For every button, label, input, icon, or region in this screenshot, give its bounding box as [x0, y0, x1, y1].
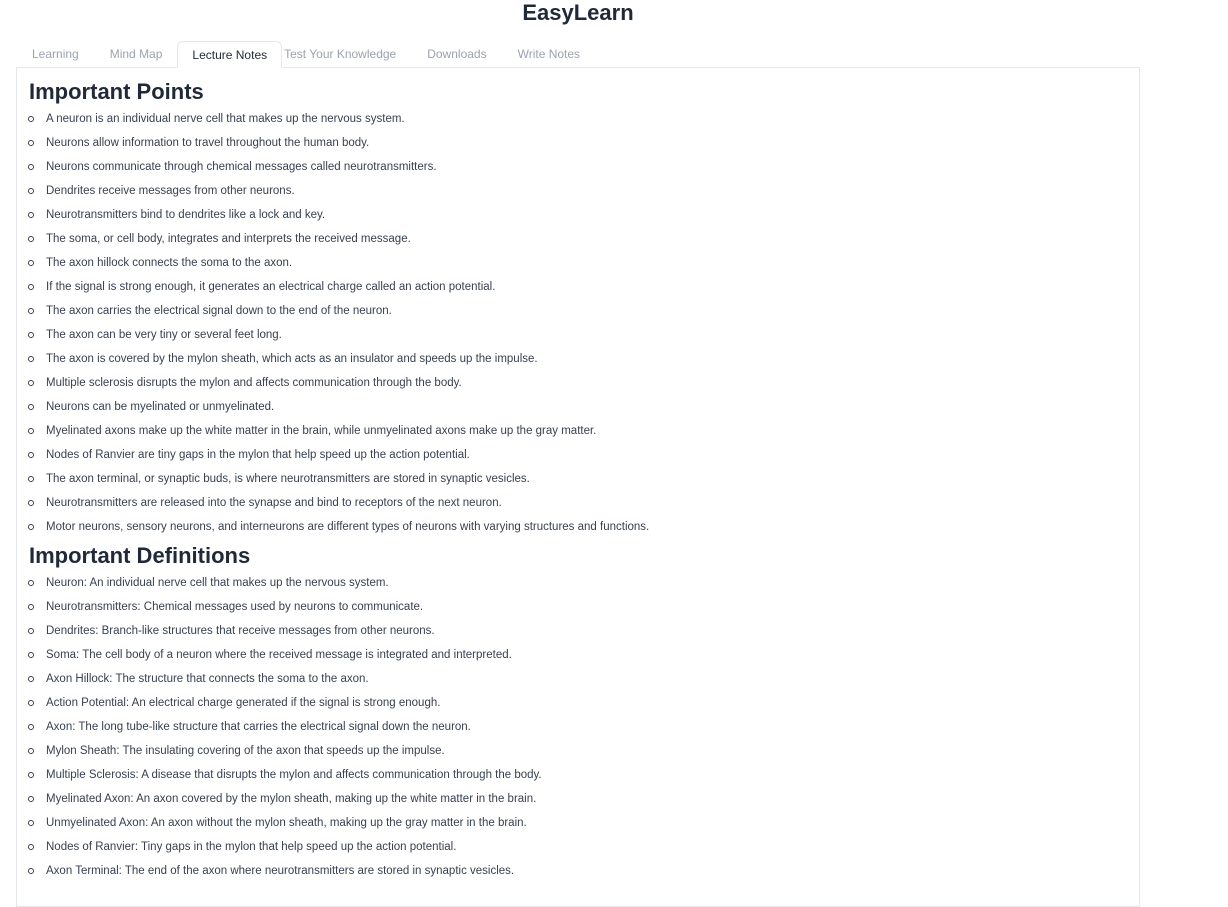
definition-text: Axon Hillock: The structure that connects the soma to the axon. [46, 673, 369, 685]
point-text: Multiple sclerosis disrupts the mylon and affects communication through the body. [46, 377, 462, 389]
bullet-icon [28, 476, 34, 482]
point-text: Myelinated axons make up the white matter in the brain, while unmyelinated axons make up the gray matter. [46, 425, 597, 437]
bullet-icon [28, 724, 34, 730]
list-item [17, 715, 1139, 739]
point-text: If the signal is strong enough, it generates an electrical charge called an action potential. [46, 281, 496, 293]
bullet-icon [28, 452, 34, 458]
definition-text: Multiple Sclerosis: A disease that disrupts the mylon and affects communication through the body. [46, 769, 542, 781]
app-title: EasyLearn [522, 0, 634, 25]
important-definitions-list [17, 571, 1139, 883]
definition-text: Neuron: An individual nerve cell that makes up the nervous system. [46, 577, 389, 589]
list-item [17, 763, 1139, 787]
tab-mind-map[interactable]: Mind Map [109, 47, 163, 61]
definition-text: Dendrites: Branch-like structures that receive messages from other neurons. [46, 625, 435, 637]
point-text: The soma, or cell body, integrates and interprets the received message. [46, 233, 411, 245]
bullet-icon [28, 748, 34, 754]
definition-text: Action Potential: An electrical charge generated if the signal is strong enough. [46, 697, 441, 709]
bullet-icon [28, 260, 34, 266]
list-item [17, 667, 1139, 691]
important-points-list [17, 107, 1139, 539]
point-text: Dendrites receive messages from other neurons. [46, 185, 295, 197]
bullet-icon [28, 500, 34, 506]
bullet-icon [28, 140, 34, 146]
list-item [17, 299, 1139, 323]
point-text: Neurotransmitters are released into the synapse and bind to receptors of the next neuron. [46, 497, 502, 509]
list-item [17, 491, 1139, 515]
definition-text: Axon Terminal: The end of the axon where neurotransmitters are stored in synaptic vesicles. [46, 865, 515, 877]
list-item [17, 859, 1139, 883]
list-item [17, 131, 1139, 155]
bullet-icon [28, 236, 34, 242]
list-item [17, 835, 1139, 859]
bullet-icon [28, 676, 34, 682]
list-item [17, 155, 1139, 179]
point-text: Neurons communicate through chemical messages called neurotransmitters. [46, 161, 437, 173]
list-item [17, 811, 1139, 835]
point-text: Motor neurons, sensory neurons, and interneurons are different types of neurons with varying structures and functions. [46, 521, 650, 533]
bullet-icon [28, 604, 34, 610]
bullet-icon [28, 164, 34, 170]
definition-text: Unmyelinated Axon: An axon without the mylon sheath, making up the gray matter in the brain. [46, 817, 527, 829]
tab-write-notes[interactable]: Write Notes [517, 47, 581, 61]
point-text: The axon carries the electrical signal down to the end of the neuron. [46, 305, 392, 317]
list-item [17, 643, 1139, 667]
point-text: Neurotransmitters bind to dendrites like a lock and key. [46, 209, 326, 221]
bullet-icon [28, 628, 34, 634]
bullet-icon [28, 580, 34, 586]
list-item [17, 515, 1139, 539]
bullet-icon [28, 652, 34, 658]
list-item [17, 443, 1139, 467]
bullet-icon [28, 820, 34, 826]
bullet-icon [28, 380, 34, 386]
lecture-notes-panel [16, 67, 1140, 907]
point-text: Neurons can be myelinated or unmyelinated. [46, 401, 275, 413]
list-item [17, 395, 1139, 419]
bullet-icon [28, 212, 34, 218]
list-item [17, 739, 1139, 763]
list-item [17, 691, 1139, 715]
important-definitions-heading: Important Definitions [29, 543, 251, 568]
bullet-icon [28, 868, 34, 874]
point-text: The axon hillock connects the soma to the axon. [46, 257, 293, 269]
list-item [17, 595, 1139, 619]
list-item [17, 323, 1139, 347]
bullet-icon [28, 308, 34, 314]
point-text: A neuron is an individual nerve cell that makes up the nervous system. [46, 113, 405, 125]
list-item [17, 203, 1139, 227]
list-item [17, 787, 1139, 811]
list-item [17, 419, 1139, 443]
tab-test-your-knowledge[interactable]: Test Your Knowledge [284, 47, 397, 61]
list-item [17, 467, 1139, 491]
tab-lecture-notes[interactable]: Lecture Notes [177, 41, 282, 68]
definition-text: Axon: The long tube-like structure that carries the electrical signal down the neuron. [46, 721, 471, 733]
list-item [17, 371, 1139, 395]
list-item [17, 619, 1139, 643]
important-points-heading: Important Points [29, 79, 204, 104]
list-item [17, 347, 1139, 371]
list-item [17, 275, 1139, 299]
point-text: Nodes of Ranvier are tiny gaps in the mylon that help speed up the action potential. [46, 449, 470, 461]
list-item [17, 571, 1139, 595]
bullet-icon [28, 188, 34, 194]
definition-text: Mylon Sheath: The insulating covering of the axon that speeds up the impulse. [46, 745, 445, 757]
bullet-icon [28, 700, 34, 706]
list-item [17, 227, 1139, 251]
point-text: The axon can be very tiny or several feet long. [46, 329, 282, 341]
list-item [17, 179, 1139, 203]
bullet-icon [28, 428, 34, 434]
tab-learning[interactable]: Learning [32, 47, 79, 61]
definition-text: Myelinated Axon: An axon covered by the mylon sheath, making up the white matter in the brain. [46, 793, 537, 805]
bullet-icon [28, 284, 34, 290]
bullet-icon [28, 844, 34, 850]
point-text: The axon terminal, or synaptic buds, is where neurotransmitters are stored in synaptic vesicles. [46, 473, 530, 485]
bullet-icon [28, 356, 34, 362]
bullet-icon [28, 332, 34, 338]
tab-bar [16, 41, 1140, 68]
bullet-icon [28, 772, 34, 778]
bullet-icon [28, 116, 34, 122]
list-item [17, 251, 1139, 275]
point-text: The axon is covered by the mylon sheath, which acts as an insulator and speeds up the impulse. [46, 353, 538, 365]
bullet-icon [28, 524, 34, 530]
bullet-icon [28, 404, 34, 410]
point-text: Neurons allow information to travel throughout the human body. [46, 137, 370, 149]
list-item [17, 107, 1139, 131]
definition-text: Nodes of Ranvier: Tiny gaps in the mylon that help speed up the action potential. [46, 841, 457, 853]
tab-downloads[interactable]: Downloads [427, 47, 487, 61]
definition-text: Soma: The cell body of a neuron where the received message is integrated and interpreted. [46, 649, 512, 661]
bullet-icon [28, 796, 34, 802]
definition-text: Neurotransmitters: Chemical messages used by neurons to communicate. [46, 601, 424, 613]
